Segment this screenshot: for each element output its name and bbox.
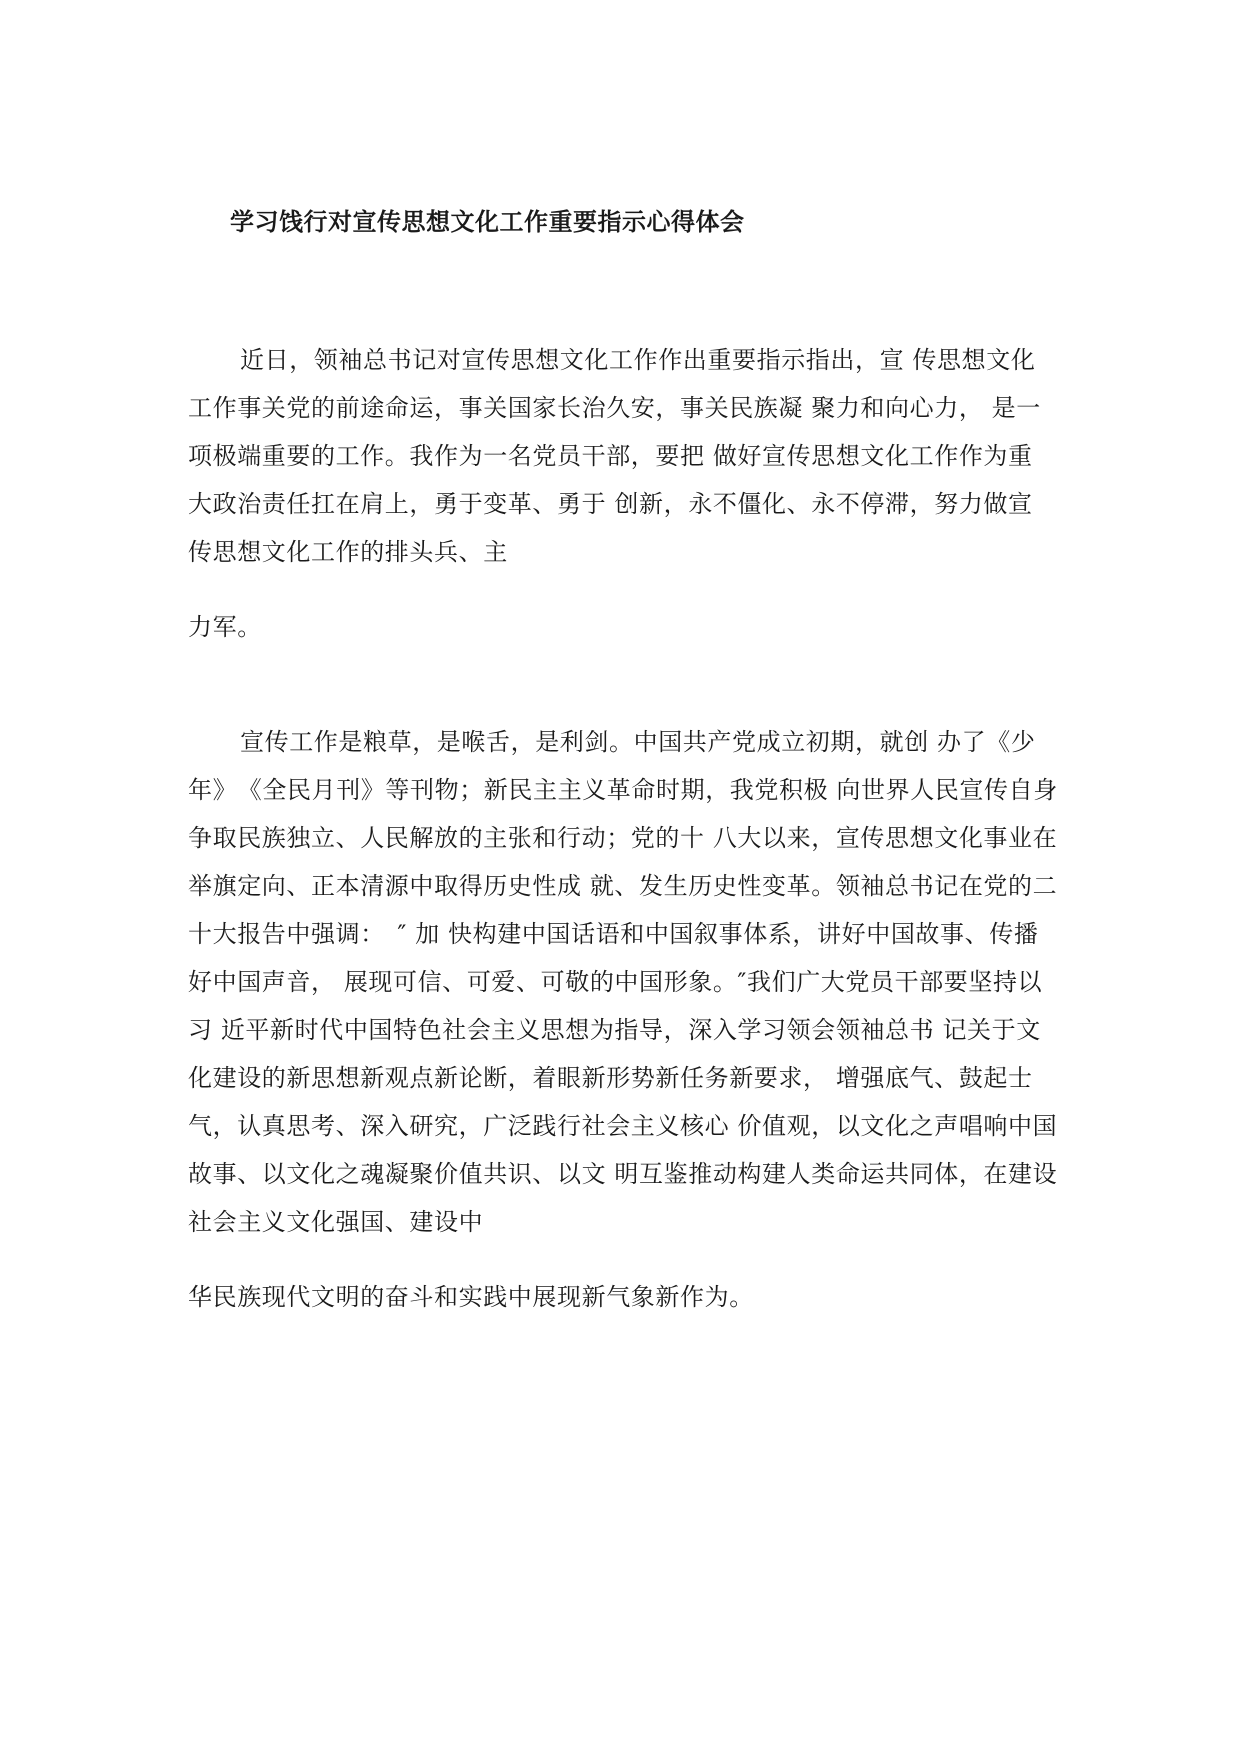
paragraph-line: 气，认真思考、深入研究，广泛践行社会主义核心 价值观，以文化之声唱响中国 — [188, 1112, 1058, 1140]
paragraph-line: 十大报告中强调： ″ 加 快构建中国话语和中国叙事体系，讲好中国故事、传播 — [188, 920, 1039, 948]
paragraph-line: 年》 《全民月刊》等刊物；新民主主义革命时期，我党积极 向世界人民宣传自身 — [188, 776, 1058, 804]
paragraph-line: 传思想文化工作的排头兵、主 — [188, 538, 508, 566]
paragraph-line: 项极端重要的工作。我作为一名党员干部，要把 做好宣传思想文化工作作为重 — [188, 442, 1033, 470]
paragraph-line: 宣传工作是粮草，是喉舌，是利剑。中国共产党成立初期，就创 办了《少 — [240, 728, 1036, 756]
paragraph-tail: 华民族现代文明的奋斗和实践中展现新气象新作为。 — [188, 1283, 754, 1311]
paragraph-line: 习 近平新时代中国特色社会主义思想为指导，深入学习领会领袖总书 记关于文 — [188, 1016, 1041, 1044]
paragraph-line: 工作事关党的前途命运，事关国家长治久安，事关民族凝 聚力和向心力， 是一 — [188, 394, 1041, 422]
paragraph-line: 社会主义文化强国、建设中 — [188, 1208, 484, 1236]
paragraph-line: 举旗定向、正本清源中取得历史性成 就、发生历史性变革。领袖总书记在党的二 — [188, 872, 1058, 900]
paragraph-line: 争取民族独立、人民解放的主张和行动；党的十 八大以来，宣传思想文化事业在 — [188, 824, 1058, 852]
paragraph-line: 近日，领袖总书记对宣传思想文化工作作出重要指示指出，宣 传思想文化 — [240, 346, 1036, 374]
document-title: 学习饯行对宣传思想文化工作重要指示心得体会 — [230, 208, 745, 236]
paragraph-line: 好中国声音， 展现可信、可爱、可敬的中国形象。″我们广大党员干部要坚持以 — [188, 968, 1043, 996]
paragraph-line: 化建设的新思想新观点新论断，着眼新形势新任务新要求， 增强底气、鼓起士 — [188, 1064, 1033, 1092]
paragraph-line: 故事、以文化之魂凝聚价值共识、以文 明互鉴推动构建人类命运共同体，在建设 — [188, 1160, 1058, 1188]
paragraph-tail: 力军。 — [188, 613, 262, 641]
paragraph-line: 大政治责任扛在肩上，勇于变革、勇于 创新，永不僵化、永不停滞，努力做宣 — [188, 490, 1033, 518]
